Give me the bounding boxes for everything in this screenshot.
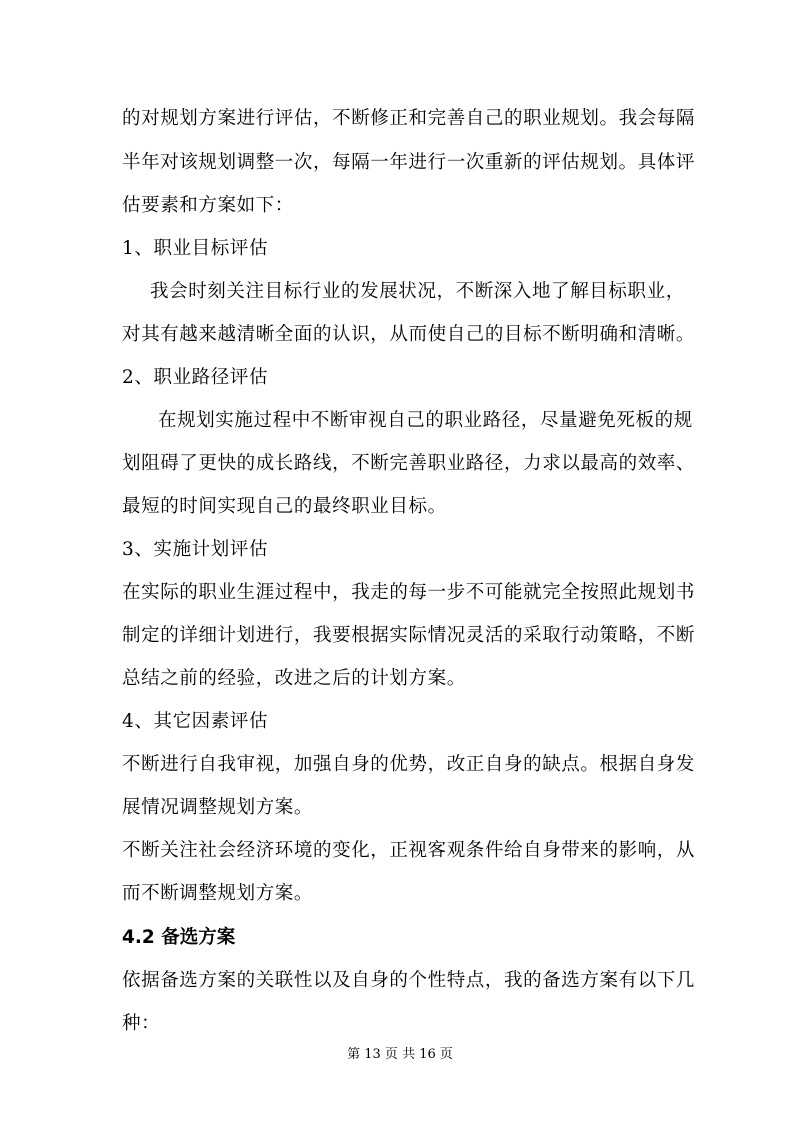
paragraph-line: 而不断调整规划方案。 xyxy=(122,883,314,904)
section-heading: 4.2 备选方案 xyxy=(122,927,236,948)
paragraph-line: 依据备选方案的关联性以及自身的个性特点，我的备选方案有以下几 xyxy=(122,970,696,991)
page-number-footer: 第 13 页 共 16 页 xyxy=(347,1047,453,1062)
subsection-title: 1、职业目标评估 xyxy=(122,238,269,259)
paragraph-line: 我会时刻关注目标行业的发展状况，不断深入地了解目标职业， xyxy=(150,281,685,302)
subsection-title: 3、实施计划评估 xyxy=(122,539,269,560)
paragraph-line: 半年对该规划调整一次，每隔一年进行一次重新的评估规划。具体评 xyxy=(122,152,696,173)
subsection-title: 2、职业路径评估 xyxy=(122,367,269,388)
subsection-title: 4、其它因素评估 xyxy=(122,711,269,732)
paragraph-line: 划阻碍了更快的成长路线，不断完善职业路径，力求以最高的效率、 xyxy=(122,453,696,474)
paragraph-line: 不断进行自我审视，加强自身的优势，改正自身的缺点。根据自身发 xyxy=(122,754,696,775)
paragraph-line: 不断关注社会经济环境的变化，正视客观条件给自身带来的影响，从 xyxy=(122,840,696,861)
paragraph-line: 在规划实施过程中不断审视自己的职业路径，尽量避免死板的规 xyxy=(158,410,693,431)
paragraph-line: 展情况调整规划方案。 xyxy=(122,797,314,818)
paragraph-line: 制定的详细计划进行，我要根据实际情况灵活的采取行动策略，不断 xyxy=(122,625,696,646)
paragraph-line: 对其有越来越清晰全面的认识，从而使自己的目标不断明确和清晰。 xyxy=(122,324,696,345)
paragraph-line: 的对规划方案进行评估，不断修正和完善自己的职业规划。我会每隔 xyxy=(122,108,696,129)
paragraph-line: 种： xyxy=(122,1013,161,1034)
paragraph-line: 估要素和方案如下： xyxy=(122,195,294,216)
paragraph-line: 最短的时间实现自己的最终职业目标。 xyxy=(122,496,447,517)
paragraph-line: 在实际的职业生涯过程中，我走的每一步不可能就完全按照此规划书 xyxy=(122,582,696,603)
paragraph-line: 总结之前的经验，改进之后的计划方案。 xyxy=(122,668,466,689)
